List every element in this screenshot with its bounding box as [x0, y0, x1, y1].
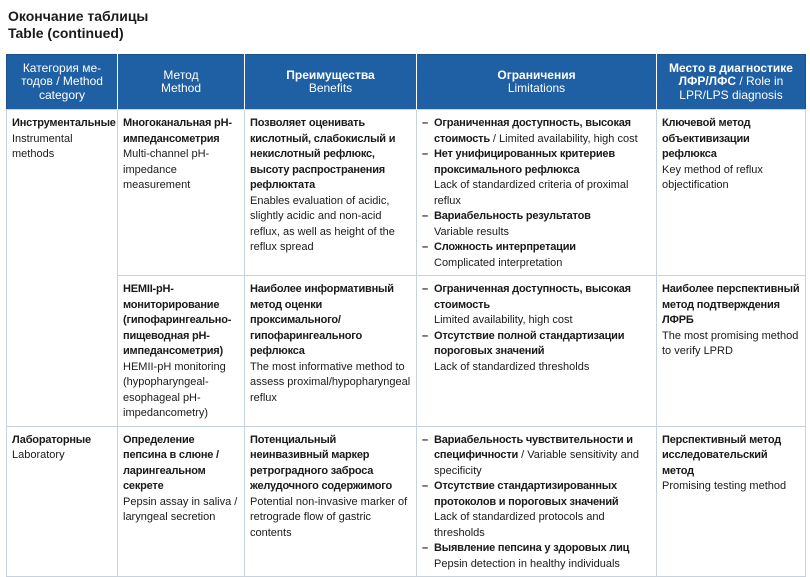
header-role: Место в диагностике ЛФР/ЛФС / Role in LPR/LPS diagnosis — [657, 55, 806, 110]
limitations-cell — [417, 426, 657, 577]
role-en: Key method of reflux objectification — [662, 163, 763, 191]
limitation-item: – Ограниченная доступность, высокая стоимость / Limited availability, high cost — [422, 116, 651, 147]
role-en: Promising testing method — [662, 480, 787, 492]
limitation-item: – Вариабельность чувствительности и специфичности / Variable sensitivity and specificity — [422, 433, 651, 480]
table-row — [7, 110, 806, 276]
limitation-item: – Вариабельность результатов Variable results — [422, 209, 651, 240]
method-cell — [118, 110, 245, 276]
limitations-cell — [417, 276, 657, 427]
table-row — [7, 426, 806, 577]
category-cell — [7, 426, 118, 577]
role-ru: Ключевой метод объективизации рефлюкса — [662, 117, 751, 160]
method-ru: Определение пепсина в слюне / ларингеальном секрете — [123, 433, 219, 492]
table-caption — [8, 8, 148, 42]
category-en: Instrumental methods — [12, 132, 73, 160]
method-ru: Многоканальная pH-импедансометрия — [123, 117, 232, 145]
limitation-item: – Сложность интерпретации Complicated interpretation — [422, 240, 651, 271]
role-en: The most promising method to verify LPRD — [662, 329, 799, 357]
role-cell — [657, 276, 806, 427]
method-en: Multi-channel pH-impedance measurement — [123, 148, 210, 191]
limitation-item: – Выявление пепсина у здоровых лиц Pepsin detection in healthy individuals — [422, 541, 651, 572]
table-row — [7, 276, 806, 427]
caption-en: Table (continued) — [8, 25, 124, 41]
benefits-en: Enables evaluation of acidic, slightly acidic and non-acid reflux, as well as height of the reflux spread — [250, 194, 395, 253]
limitation-item: – Отсутствие полной стандартизации пороговых значений Lack of standardized thresholds — [422, 329, 651, 376]
benefits-en: Potential non-invasive marker of retrograde flow of gastric contents — [250, 495, 408, 539]
benefits-ru: Наиболее информативный метод оценки проксимального/гипофарингеального рефлюкса — [250, 283, 394, 357]
role-cell — [657, 110, 806, 276]
method-ru: HEMII-pH-мониторирование (гипофарингеально-пищеводная pH-импедансометрия) — [123, 283, 232, 357]
benefits-cell — [245, 110, 417, 276]
limitations-cell — [417, 110, 657, 276]
header-category: Категория ме-тодов / Method category — [7, 55, 118, 110]
header-method: Метод Method — [118, 55, 245, 110]
method-cell — [118, 276, 245, 427]
category-ru: Инструментальные — [12, 117, 116, 129]
limitation-item: – Ограниченная доступность, высокая стоимость Limited availability, high cost — [422, 282, 651, 329]
category-en: Laboratory — [12, 449, 65, 461]
category-ru: Лабораторные — [12, 433, 91, 446]
benefits-ru: Потенциальный неинвазивный маркер ретроградного заброса желудочного содержимого — [250, 433, 393, 492]
benefits-en: The most informative method to assess proximal/hypopharyngeal reflux — [250, 360, 411, 404]
benefits-cell — [245, 426, 417, 577]
caption-ru: Окончание таблицы — [8, 8, 149, 24]
header-benefits: Преимущества Benefits — [245, 55, 417, 110]
role-cell — [657, 426, 806, 577]
method-en: Pepsin assay in saliva / laryngeal secretion — [123, 495, 238, 523]
limitation-item: – Нет унифицированных критериев проксимального рефлюкса Lack of standardized criteria of proximal reflux — [422, 147, 651, 209]
method-en: HEMII-pH monitoring (hypopharyngeal-esophageal pH-impedancometry) — [123, 360, 226, 419]
role-ru: Перспективный метод исследовательский метод — [662, 433, 782, 477]
header-row — [7, 55, 806, 110]
benefits-cell — [245, 276, 417, 427]
category-cell — [7, 110, 118, 427]
method-cell — [118, 426, 245, 577]
role-ru: Наиболее перспективный метод подтверждения ЛФРБ — [662, 283, 800, 326]
header-limitations: Ограничения Limitations — [417, 55, 657, 110]
methods-table — [6, 54, 806, 577]
benefits-ru: Позволяет оценивать кислотный, слабокислый и некислотный рефлюкс, высоту распространения рефлюктата — [250, 117, 396, 191]
limitation-item: – Отсутствие стандартизированных протоколов и пороговых значений Lack of standardized protocols and thresholds — [422, 479, 651, 541]
